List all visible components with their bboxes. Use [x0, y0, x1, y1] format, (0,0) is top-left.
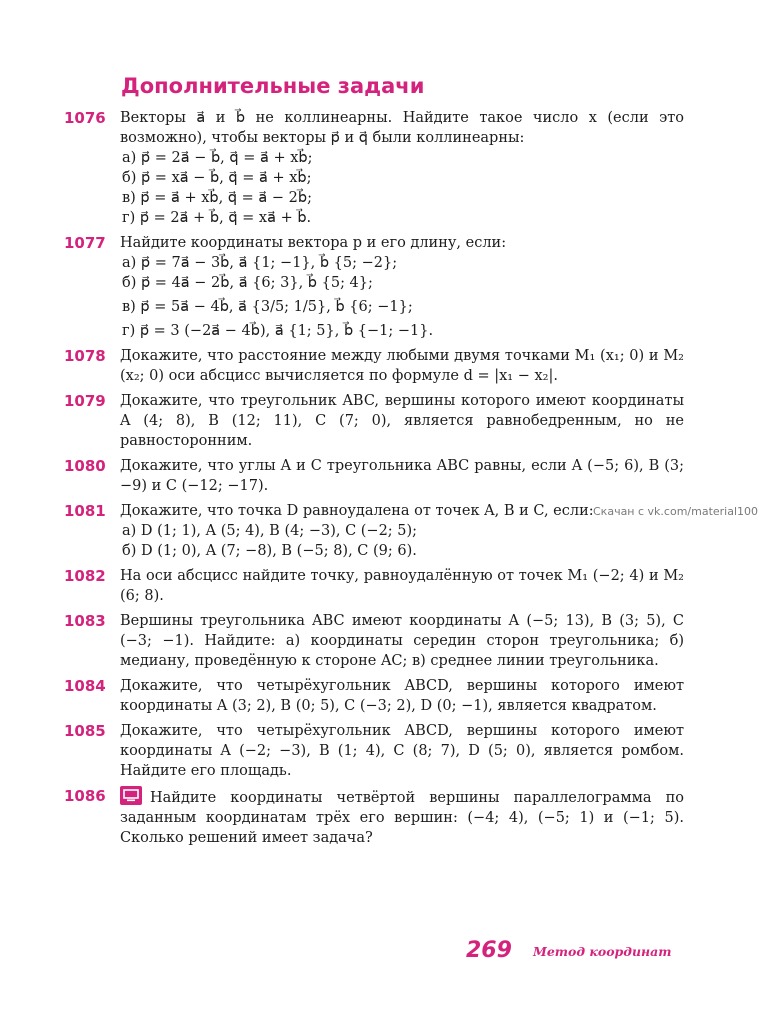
problem-1083 — [64, 611, 684, 671]
problem-1080 — [64, 456, 684, 496]
computer-task-icon — [120, 786, 142, 805]
problem-1086 — [64, 786, 684, 848]
problem-statement: Векторы a⃗ и b⃗ не коллинеарны. Найдите такое число x (если это возможно), чтобы векторы p⃗ и q⃗ были коллинеарны: — [120, 110, 684, 146]
problem-part: б) p⃗ = 4a⃗ − 2b⃗, a⃗ {6; 3}, b⃗ {5; 4}; — [122, 275, 373, 291]
problem-number: 1085 — [64, 722, 106, 740]
problem-part: б) p⃗ = xa⃗ − b⃗, q⃗ = a⃗ + xb⃗; — [122, 170, 312, 186]
problem-statement: Докажите, что точка D равноудалена от точек A, B и C, если: — [120, 503, 594, 519]
problem-part: г) p⃗ = 2a⃗ + b⃗, q⃗ = xa⃗ + b⃗. — [122, 210, 312, 226]
problem-number: 1076 — [64, 109, 106, 127]
problem-part: а) D (1; 1), A (5; 4), B (4; −3), C (−2; 5); — [122, 523, 418, 539]
problem-statement: Найдите координаты вектора p и его длину, если: — [120, 235, 507, 251]
problem-number: 1083 — [64, 612, 106, 630]
problem-1085 — [64, 721, 684, 781]
problem-part: б) D (1; 0), A (7; −8), B (−5; 8), C (9; 6). — [122, 543, 417, 559]
problem-number: 1084 — [64, 677, 106, 695]
problem-part: в) p⃗ = a⃗ + xb⃗, q⃗ = a⃗ − 2b⃗; — [122, 190, 312, 206]
problem-part: а) p⃗ = 2a⃗ − b⃗, q⃗ = a⃗ + xb⃗; — [122, 150, 313, 166]
problem-statement: Докажите, что четырёхугольник ABCD, вершины которого имеют координаты A (3; 2), B (0; 5), C (−3; 2), D (0; −1), является квадратом. — [120, 678, 684, 714]
problem-1078 — [64, 346, 684, 386]
problem-number: 1078 — [64, 347, 106, 365]
problem-statement: Докажите, что треугольник ABC, вершины которого имеют координаты A (4; 8), B (12; 11), C (7; 0), является равнобедренным, но не равносторонним. — [120, 393, 684, 449]
problem-statement: Докажите, что углы A и C треугольника ABC равны, если A (−5; 6), B (3; −9) и C (−12; −17). — [120, 458, 684, 494]
problem-1082 — [64, 566, 684, 606]
problem-part: в) p⃗ = 5a⃗ − 4b⃗, a⃗ {3/5; 1/5}, b⃗ {6; −1}; — [122, 299, 413, 315]
problem-1077 — [64, 233, 684, 341]
watermark: Скачан с vk.com/material100 — [593, 505, 759, 518]
problem-number: 1079 — [64, 392, 106, 410]
problem-1084 — [64, 676, 684, 716]
problem-part: г) p⃗ = 3 (−2a⃗ − 4b⃗), a⃗ {1; 5}, b⃗ {−1; −1}. — [122, 323, 434, 339]
problem-statement: На оси абсцисс найдите точку, равноудалённую от точек M₁ (−2; 4) и M₂ (6; 8). — [120, 568, 684, 604]
problem-1079 — [64, 391, 684, 451]
problem-part: а) p⃗ = 7a⃗ − 3b⃗, a⃗ {1; −1}, b⃗ {5; −2}; — [122, 255, 398, 271]
problem-statement: Докажите, что расстояние между любыми двумя точками M₁ (x₁; 0) и M₂ (x₂; 0) оси абсцисс вычисляется по формуле d = |x₁ − x₂|. — [120, 348, 684, 384]
problem-number: 1082 — [64, 567, 106, 585]
page-number: 269 — [466, 938, 512, 963]
problem-list — [64, 108, 684, 853]
problem-statement: Вершины треугольника ABC имеют координаты A (−5; 13), B (3; 5), C (−3; −1). Найдите: а) координаты середин сторон треугольника; б) медиану, проведённую к стороне AC; в) среднее линии треугольника. — [120, 613, 684, 669]
problem-number: 1080 — [64, 457, 106, 475]
problem-1081 — [64, 501, 684, 561]
problem-1076 — [64, 108, 684, 228]
problem-number: 1086 — [64, 787, 106, 805]
problem-statement: Докажите, что четырёхугольник ABCD, вершины которого имеют координаты A (−2; −3), B (1; 4), C (8; 7), D (5; 0), является ромбом. Найдите его площадь. — [120, 723, 684, 779]
problem-statement: Найдите координаты четвёртой вершины параллелограмма по заданным координатам трёх его вершин: (−4; 4), (−5; 1) и (−1; 5). Сколько решений имеет задача? — [120, 790, 684, 846]
problem-number: 1081 — [64, 502, 106, 520]
running-head: Метод координат — [533, 944, 672, 959]
problem-number: 1077 — [64, 234, 106, 252]
section-title: Дополнительные задачи — [121, 74, 425, 98]
